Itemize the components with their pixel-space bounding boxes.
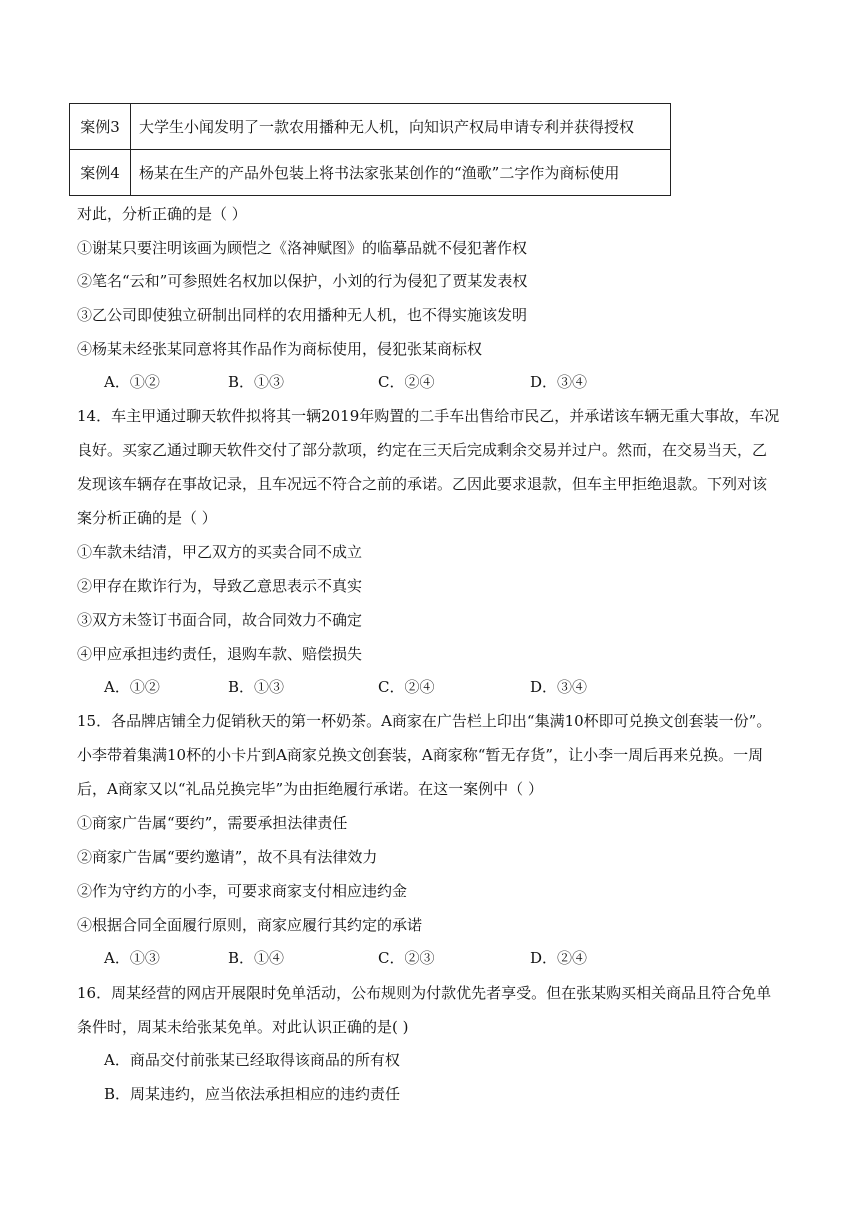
case-label: 案例3 [70,104,131,150]
q14-stem-line-1: 14．车主甲通过聊天软件拟将其一辆2019年购置的二手车出售给市民乙，并承诺该车辆无重大事故，车况 [77,407,780,425]
q16-choice-b: B．周某违约，应当依法承担相应的违约责任 [104,1085,401,1103]
option-c: C．②④ [378,678,435,696]
q14-statement-3: ③双方未签订书面合同，故合同效力不确定 [77,611,363,629]
case-label: 案例4 [70,150,131,196]
table-row [70,104,671,150]
q14-statement-4: ④甲应承担违约责任，退购车款、赔偿损失 [77,645,363,663]
case-text: 杨某在生产的产品外包装上将书法家张某创作的“渔歌”二字作为商标使用 [131,150,671,196]
q16-stem-line-1: 16．周某经营的网店开展限时免单活动，公布规则为付款优先者享受。但在张某购买相关商品且符合免单 [77,984,772,1002]
q15-stem-line-2: 小李带着集满10杯的小卡片到A商家兑换文创套装，A商家称“暂无存货”，让小李一周后再来兑换。一周 [77,746,764,764]
q16-choice-a: A．商品交付前张某已经取得该商品的所有权 [104,1051,400,1069]
option-a: A．①② [104,678,160,696]
case-table [69,103,671,196]
option-d: D．②④ [530,949,588,967]
q14-stem-line-2: 良好。买家乙通过聊天软件交付了部分款项，约定在三天后完成剩余交易并过户。然而，在交易当天，乙 [77,441,768,459]
q14-options [104,677,804,697]
q13-statement-4: ④杨某未经张某同意将其作品作为商标使用，侵犯张某商标权 [77,340,483,358]
q13-statement-2: ②笔名“云和”可参照姓名权加以保护，小刘的行为侵犯了贾某发表权 [77,272,528,290]
option-d: D．③④ [530,678,588,696]
table-row [70,150,671,196]
q14-statement-2: ②甲存在欺诈行为，导致乙意思表示不真实 [77,577,363,595]
option-b: B．①④ [228,949,285,967]
option-d: D．③④ [530,373,588,391]
q16-stem-line-2: 条件时，周某未给张某免单。对此认识正确的是( ) [77,1018,409,1036]
q14-stem-line-3: 发现该车辆存在事故记录，且车况远不符合之前的承诺。乙因此要求退款，但车主甲拒绝退款。下列对该 [77,475,768,493]
q15-stem-line-1: 15．各品牌店铺全力促销秋天的第一杯奶茶。A商家在广告栏上印出“集满10杯即可兑换文创套装一份”。 [77,712,772,730]
q13-statement-3: ③乙公司即使独立研制出同样的农用播种无人机，也不得实施该发明 [77,306,528,324]
q14-statement-1: ①车款未结清，甲乙双方的买卖合同不成立 [77,543,363,561]
q15-stem-line-3: 后，A商家又以“礼品兑换完毕”为由拒绝履行承诺。在这一案例中（ ） [77,780,543,798]
q13-options [104,372,804,392]
option-b: B．①③ [228,373,285,391]
option-b: B．①③ [228,678,285,696]
q15-statement-4: ④根据合同全面履行原则，商家应履行其约定的承诺 [77,916,423,934]
option-c: C．②③ [378,949,435,967]
q15-statement-3: ②作为守约方的小李，可要求商家支付相应违约金 [77,882,408,900]
case-text: 大学生小闻发明了一款农用播种无人机，向知识产权局申请专利并获得授权 [131,104,671,150]
q15-options [104,948,804,968]
option-a: A．①③ [104,949,160,967]
q13-stem: 对此，分析正确的是（ ） [77,205,247,223]
q15-statement-1: ①商家广告属“要约”，需要承担法律责任 [77,814,348,832]
option-a: A．①② [104,373,160,391]
option-c: C．②④ [378,373,435,391]
q13-statement-1: ①谢某只要注明该画为顾恺之《洛神赋图》的临摹品就不侵犯著作权 [77,239,528,257]
q15-statement-2: ②商家广告属“要约邀请”，故不具有法律效力 [77,848,378,866]
q14-stem-line-4: 案分析正确的是（ ） [77,509,217,527]
